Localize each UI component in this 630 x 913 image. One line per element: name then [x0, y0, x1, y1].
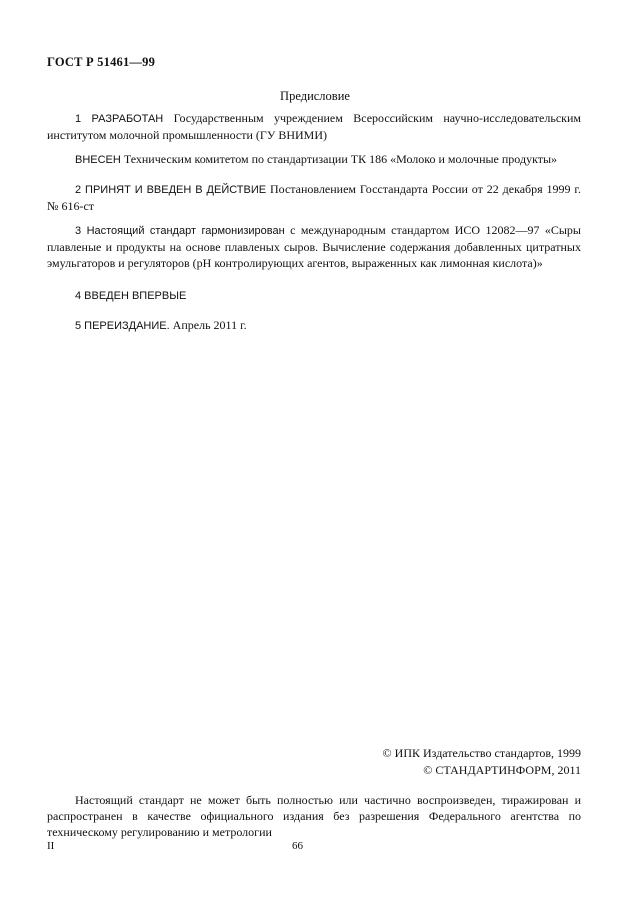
copyright-line-1: © ИПК Издательство стандартов, 1999 — [382, 746, 581, 760]
item-5-label: 5 ПЕРЕИЗДАНИЕ. — [75, 320, 170, 332]
preface-item-3 — [47, 222, 581, 271]
preface-item-4 — [47, 287, 581, 304]
item-5-text: Апрель 2011 г. — [172, 318, 247, 332]
item-3-text: с международным стандартом ИСО 12082—97 «Сыры плавленые и продукты на основе плавленых сыров. Вычисление содержания добавленных цитратных эмульгаторов и регуляторов (pH контролирующих агентов, выраженных как лимонная кислота)» — [47, 223, 581, 270]
introduced-label: ВНЕСЕН — [75, 154, 121, 166]
preface-introduced — [47, 151, 581, 168]
page-number: 66 — [292, 840, 303, 852]
reproduction-notice: Настоящий стандарт не может быть полностью или частично воспроизведен, тиражирован и распространен в качестве официального издания без разрешения Федерального агентства по техническому регулированию и метрологии — [47, 793, 581, 839]
item-3-label: 3 Настоящий стандарт гармонизирован — [75, 225, 285, 237]
document-header: ГОСТ Р 51461—99 — [47, 55, 156, 69]
preface-item-1 — [47, 110, 581, 143]
page-title: Предисловие — [280, 89, 350, 103]
preface-item-2 — [47, 181, 581, 214]
preface-item-5 — [47, 317, 581, 334]
introduced-text: Техническим комитетом по стандартизации ТК 186 «Молоко и молочные продукты» — [123, 152, 558, 166]
roman-page-number: II — [47, 840, 55, 852]
item-1-label: 1 РАЗРАБОТАН — [75, 113, 164, 125]
item-2-label: 2 ПРИНЯТ И ВВЕДЕН В ДЕЙСТВИЕ — [75, 184, 267, 196]
item-1-text: Государственным учреждением Всероссийским научно-исследовательским институтом молочной промышленности (ГУ ВНИМИ) — [47, 111, 582, 142]
item-2-text: Постановлением Госстандарта России от 22 декабря 1999 г. № 616-ст — [47, 182, 581, 213]
item-4-label: 4 ВВЕДЕН ВПЕРВЫЕ — [75, 290, 187, 302]
copyright-line-2: © СТАНДАРТИНФОРМ, 2011 — [423, 763, 581, 777]
